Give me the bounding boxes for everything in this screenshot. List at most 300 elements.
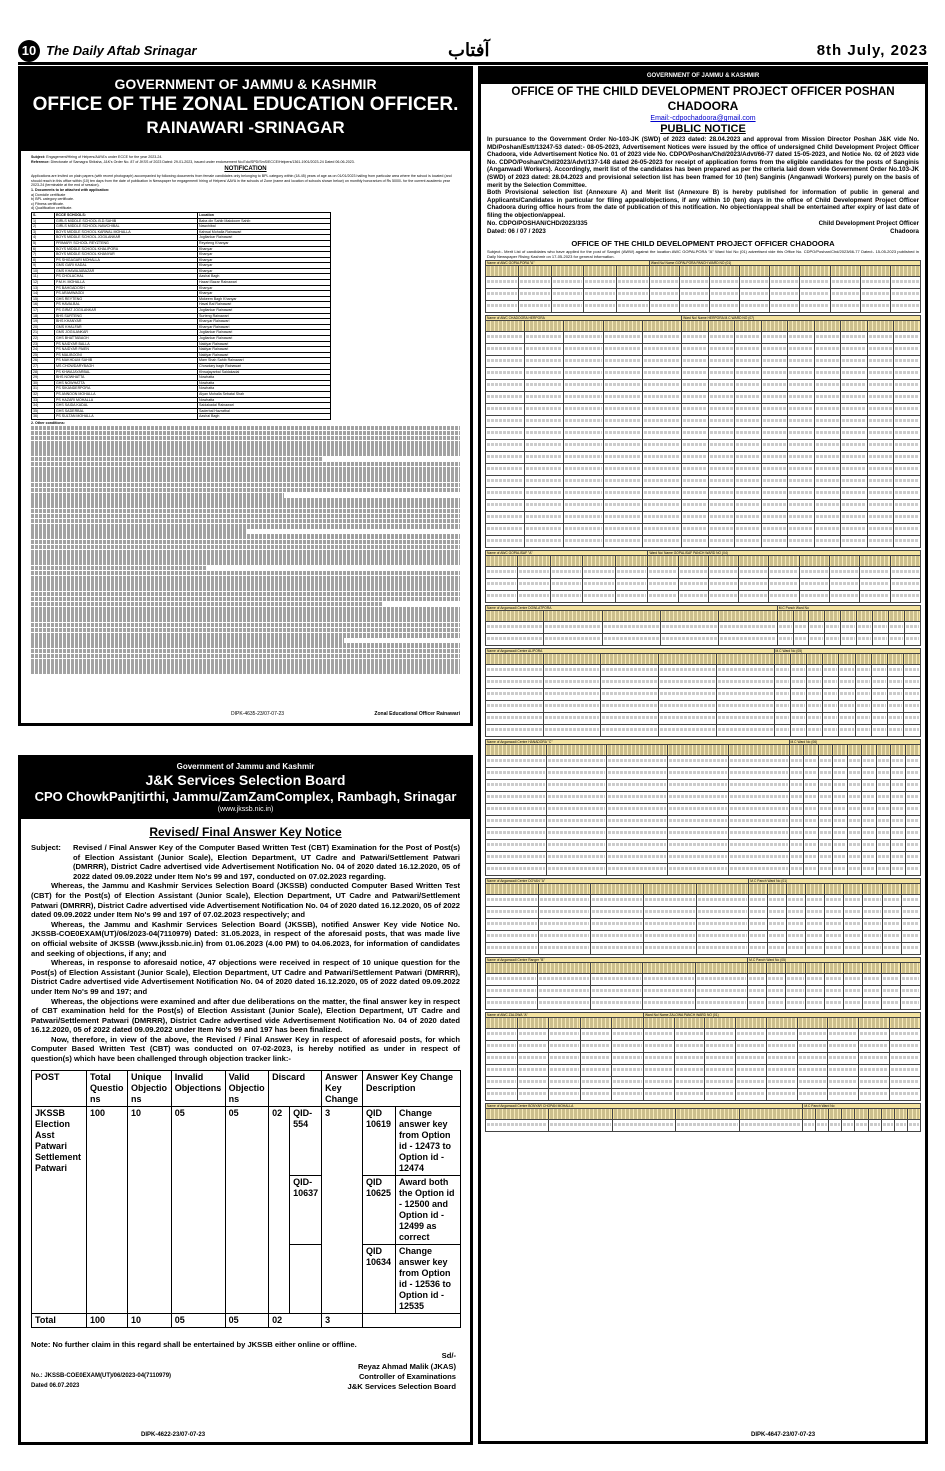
fine-print-line (31, 623, 460, 628)
merit-section-ward: M.C Panch Ward No (777, 605, 920, 610)
merit-row (486, 894, 921, 906)
merit-row (486, 791, 921, 803)
school-sno: 29) (32, 375, 55, 381)
merit-table (485, 550, 921, 603)
ak-unique: 10 (128, 1106, 172, 1313)
ak-discard-id-1: QID-554 (290, 1106, 322, 1175)
merit-row (486, 523, 921, 535)
school-sno: 18) (32, 313, 55, 319)
zeo-reference-row: Reference: Directorate of Samagra Shiksha, J&K's Order No. 87 of JKSS of 2023 Dated: 29-01-2023, issued under endorsement No.Edu/SPD/SmS/ECCE/Helpers/1361-1901/2023-24 Dated 06-06-2023. (31, 159, 355, 164)
zeo-doc-item: a) Domicile certificate (31, 192, 66, 197)
merit-row (486, 463, 921, 475)
merit-table (485, 315, 921, 548)
school-sno: 32) (32, 391, 55, 397)
merit-row (486, 1064, 921, 1076)
merit-row (486, 487, 921, 499)
school-location: Alyan Mohalla Sebatal Shah (198, 391, 331, 397)
zeo-office: OFFICE OF THE ZONAL EDUCATION OFFICER. (32, 94, 459, 115)
fine-print-line (31, 654, 460, 659)
zeo-intro: Applications are invited on plain papers (with recent photograph) accompanied by following documents from female candidates only belonging to BPL category within (18-45) years of age as on 01/01/2023 hailing from particular area where the school is located (and should reach in this office within (10) ten days from the date of publication in Newspaper for engagement/ hiring of Helpers/ AAYA in the schools of Zone (name and location of schools shown below) on monthly honorarium of Rs 5000/- for the current academic year 2023-24 (terminable at the end of session). (31, 174, 452, 188)
zeo-header (21, 69, 470, 151)
fine-print-line (31, 534, 460, 539)
merit-section (485, 260, 921, 313)
fine-print-line (31, 669, 460, 674)
merit-row (486, 1052, 921, 1064)
school-name: GHS BHATTABAGH (55, 336, 198, 342)
school-name: GHS SAIDA KADAL (55, 403, 198, 409)
school-name: PS SULTAN MOHALLA (55, 414, 198, 420)
fine-print-line (31, 426, 460, 431)
school-sno: 12) (32, 280, 55, 286)
merit-row (486, 427, 921, 439)
merit-header-row (486, 653, 921, 664)
jkssb-ref-date: Dated 06.07.2023 (31, 1383, 80, 1390)
zeo-schools-body (32, 218, 331, 419)
school-location: Chowdary bagh Rainawari (198, 363, 331, 369)
merit-row (486, 767, 921, 779)
jkssb-address: CPO ChowkPanjtirthi, Jammu/ZamZamComplex, Rambagh, Srinagar (34, 789, 457, 804)
merit-table (485, 260, 921, 313)
zeo-conditions-text (31, 426, 460, 674)
school-name: PRIMARY SCHOOL REYZTENG (55, 240, 198, 246)
ak-desc-1: Change answer key from Option id - 12473 to Option id - 12474 (396, 1106, 461, 1175)
merit-section-ward: Ward No/ Name GOPALPORA PANCH WARD NO (01) (649, 260, 920, 265)
merit-section-ward: Ward No/ Name HERPORA M.C WARD NO (07) (682, 315, 921, 320)
issue-date: 8th July, 2023 (816, 42, 928, 59)
merit-row (486, 633, 921, 645)
merit-row (486, 755, 921, 767)
merit-section-name: Name of Anganwadi Centre DOYAN "A" (486, 878, 749, 883)
school-sno: 16) (32, 302, 55, 308)
merit-row (486, 724, 921, 736)
cdpo-ref-block: No. CDPO/POSHAN/CHD/2023/335 Dated: 06 / 07 / 2023 Child Development Project Officer Chadoora (487, 219, 919, 235)
fine-print-line (31, 664, 460, 669)
zeo-dipk: DIPK-4635-23/07-07-23 (231, 711, 285, 717)
school-location: Khanyar (198, 263, 331, 269)
merit-section (485, 1012, 921, 1101)
ak-col-header: Total Questio ns (87, 1070, 128, 1106)
jkssb-title: Revised/ Final Answer Key Notice (149, 825, 342, 839)
col-location: Location (198, 212, 331, 218)
merit-table (485, 648, 921, 737)
ak-post: JKSSB Election Asst Patwari Settlement Patwari (32, 1106, 87, 1313)
school-sno: 27) (32, 363, 55, 369)
fine-print-line (31, 493, 284, 498)
school-location: Nowhatta (198, 386, 331, 392)
school-location: Saidakadal Rainawari (198, 403, 331, 409)
jkssb-para5: Now, therefore, in view of the above, the Revised / Final Answer Key in respect of aforesaid posts, for which Computer Based Written Test (CBT) was conducted on 07-02-2023, is hereby notified as under in respect of question(s) which have been challenged through objection tracker link:- (31, 1034, 460, 1064)
school-location: Khanyar (198, 291, 331, 297)
school-sno: 7) (32, 252, 55, 258)
jkssb-ref-no: No.: JKSSB-COE0EXAM(UT)/06/2023-04(7110979) (31, 1373, 172, 1380)
jkssb-advert (18, 755, 473, 1445)
school-sno: 19) (32, 319, 55, 325)
merit-table (485, 957, 921, 1010)
school-name: BHS KHANYAR (55, 319, 198, 325)
fine-print-line (31, 628, 460, 633)
school-name: PS SIKANDERPORA (55, 386, 198, 392)
fine-print-line (31, 436, 460, 441)
school-sno: 21) (32, 330, 55, 336)
merit-section-ward: M.C Ward No (05) (774, 648, 920, 653)
school-sno: 30) (32, 380, 55, 386)
school-name: PS HAVALBAL (55, 302, 198, 308)
jkssb-board: J&K Services Selection Board (145, 772, 346, 788)
answer-key-row (32, 1106, 461, 1175)
merit-section-name: Name of Anganwadi Centre ALIPORA (486, 648, 775, 653)
merit-row (486, 1088, 921, 1100)
page-number: 10 (18, 40, 40, 62)
cdpo-header (481, 69, 925, 84)
school-sno: 26) (32, 358, 55, 364)
fine-print-line (31, 638, 344, 643)
zeo-advert (18, 66, 473, 726)
school-location: Khanyar (198, 285, 331, 291)
merit-row (486, 973, 921, 985)
fine-print-line (31, 592, 460, 597)
merit-row (486, 985, 921, 997)
fine-print-line (31, 509, 460, 514)
merit-row (486, 379, 921, 391)
school-name: GMS KHAWAJABAZAR (55, 268, 198, 274)
fine-print-line (31, 514, 460, 519)
jkssb-website: (www.jkssb.nic.in) (217, 806, 274, 813)
merit-section-name: Name of AWC GOPALPORA "A" (486, 260, 650, 265)
school-name: PS MALIBOONI (55, 352, 198, 358)
merit-header-row (486, 265, 921, 276)
school-name: PS MAKHDUM SAHIB (55, 358, 198, 364)
merit-row (486, 276, 921, 288)
fine-print-line (31, 457, 323, 462)
jkssb-para3: Whereas, in response to aforesaid notice, 47 objections were received in respect of 10 unique question for the Post(s) of Election Assistant (Junior Scale), Election Department, UT Cadre and Patwari/Settlement Patwari (DMRRR), District Cadre advertised vide Advertisement Notification No. 04 of 2020 dated 16.12.2020, 05 of 2022 dated 09.09.2022 under Item No's 99 and 197; and (31, 958, 460, 996)
merit-section-ward: Ward No/ Name ZALOWA PANCH WARD NO (01) (643, 1012, 920, 1017)
merit-table (485, 1012, 921, 1101)
school-sno: 24) (32, 347, 55, 353)
fine-print-line (31, 477, 460, 482)
school-name: PS ANNOON MOHALLA (55, 391, 198, 397)
school-sno: 1) (32, 218, 55, 224)
ak-invalid: 05 (171, 1106, 225, 1313)
ak-col-header: POST (32, 1070, 87, 1106)
ak-valid: 05 (225, 1106, 269, 1313)
newspaper-name: The Daily Aftab Srinagar (46, 43, 197, 58)
merit-section-name: Name of Anganwadi Centre DOWLATPORA (486, 605, 778, 610)
merit-row (486, 499, 921, 511)
merit-list (481, 259, 925, 1132)
merit-row (486, 930, 921, 942)
school-name: GMS GARI KADAL (55, 263, 198, 269)
merit-row (486, 851, 921, 863)
cdpo-gov: GOVERNMENT OF JAMMU & KASHMIR (646, 73, 760, 79)
school-location: Naidyar Rainawari (198, 347, 331, 353)
cdpo-dipk: DIPK-4647-23/07-07-23 (751, 1432, 816, 1438)
school-location: Nowhatta (198, 397, 331, 403)
merit-table (485, 605, 921, 646)
school-name: BHS NOWHATTA (55, 375, 198, 381)
fine-print-line (31, 576, 460, 581)
school-name: BHS SURTENG (55, 313, 198, 319)
school-location: Jogilankar Rainawari (198, 308, 331, 314)
fine-print-line (31, 555, 460, 560)
merit-section-ward: M.C Ward No (06) (789, 739, 921, 744)
fine-print-line (31, 451, 460, 456)
fine-print-line (31, 612, 460, 617)
school-sno: 35) (32, 408, 55, 414)
merit-row (486, 391, 921, 403)
fine-print-line (31, 571, 460, 576)
merit-header-row (486, 320, 921, 331)
school-sno: 11) (32, 274, 55, 280)
merit-row (486, 1028, 921, 1040)
ak-col-header: Unique Objectio ns (128, 1070, 172, 1106)
fine-print-line (31, 446, 460, 451)
cdpo-place: CHADOORA (667, 99, 739, 113)
cdpo-advert (478, 66, 928, 1444)
zeo-gov: GOVERNMENT OF JAMMU & KASHMIR (114, 76, 377, 92)
merit-row (486, 1119, 921, 1131)
school-sno: 28) (32, 369, 55, 375)
merit-row (486, 621, 921, 633)
ak-total-label: Total (32, 1313, 87, 1327)
merit-row (486, 343, 921, 355)
school-row (32, 414, 331, 420)
merit-row (486, 1040, 921, 1052)
cdpo-annex-subject: Subject:- Merit List of candidates who have applied for the post of Sangini (AWW) against the location AWC GOPALPORA "A" Ward No/ No (01) advertised vide this Office No. CDPO/Poshan/Chd/2023/66-77 Dated:- 15-05-2023 published in Daily Newspaper Rising Kashmir on 17-05-2023 for general information. (487, 248, 919, 259)
fine-print-line (31, 488, 460, 493)
school-name: PS CHOLACHAL (55, 274, 198, 280)
school-sno: 34) (32, 403, 55, 409)
merit-header-row (486, 1017, 921, 1028)
jkssb-para2: Whereas, the Jammu and Kashmir Services Selection Board (JKSSB), notified Answer Key vide Notice No. JKSSB-COE0EXAM(UT)/06/2023-04(7110979) Dated: 31.05.2023, in respect of the aforesaid posts, that was made live on official website of JKSSB (www.jkssb.nic.in) from 01.06.2023 (4.00 PM) to 04.06.2023, for information of candidates and seeking of objections, if any; and (31, 919, 460, 958)
ak-col-header: Discard (269, 1070, 322, 1106)
merit-row (486, 300, 921, 312)
ak-discard-id-2: QID-10637 (290, 1175, 322, 1244)
merit-section-ward: M.C Panch Ward No (05) (748, 957, 921, 962)
merit-row (486, 863, 921, 875)
merit-table (485, 1103, 921, 1132)
school-location: Baba din Sahib Makdoom Sahib (198, 218, 331, 224)
school-location: Reyzteng Khanyar (198, 240, 331, 246)
fine-print-line (31, 441, 460, 446)
merit-section (485, 878, 921, 955)
cdpo-body2: Both Provisional selection list (Annexure A) and Merit list (Annexure B) is hereby published for information of public in general and Applicants/Candidates in particular for filing appeal/objections, if any within 10 (ten) days in the office of Child Development Project Officer Chadoora during office hours from the date of publication of this notification. No objection/appeal shall be entertained after expiry of last date of filing the objection/appeal. (487, 189, 919, 219)
merit-row (486, 906, 921, 918)
school-sno: 15) (32, 296, 55, 302)
merit-row (486, 451, 921, 463)
school-location: Nawchibal (198, 224, 331, 230)
school-name: GIRLS MIDDLE SCHOOL NAWCHIBAL (55, 224, 198, 230)
fine-print-line (31, 560, 460, 565)
merit-row (486, 355, 921, 367)
merit-section-name: Name of Anganwadi Centre Ranger "B" (486, 957, 748, 962)
zeo-place: RAINAWARI -SRINAGAR (146, 118, 345, 137)
school-sno: 4) (32, 235, 55, 241)
school-sno: 2) (32, 224, 55, 230)
fine-print-line (31, 550, 460, 555)
ak-col-header: Invalid Objections (171, 1070, 225, 1106)
merit-section-name: Name of AWC GOPALISAF "A" (486, 550, 648, 555)
school-sno: 6) (32, 246, 55, 252)
school-sno: 20) (32, 324, 55, 330)
school-location: Aashai Bagh (198, 274, 331, 280)
zeo-other-conditions: 2. Other conditions: (31, 420, 65, 425)
merit-row (486, 475, 921, 487)
merit-table (485, 739, 921, 876)
zeo-notification-title: NOTIFICATION (224, 166, 267, 173)
merit-section-ward: M.C Panch Ward No (01) (749, 878, 921, 883)
jkssb-note: Note: No further claim in this regard shall be entertained by JKSSB either online or offline. (31, 1339, 357, 1349)
jkssb-dipk: DIPK-4622-23/07-07-23 (141, 1432, 206, 1438)
merit-row (486, 997, 921, 1009)
school-location: Khwajayarbal Saidakadal (198, 369, 331, 375)
school-location: Khanyar (198, 257, 331, 263)
merit-row (486, 511, 921, 523)
school-sno: 8) (32, 257, 55, 263)
fine-print-line (31, 566, 207, 571)
cdpo-office: OFFICE OF THE CHILD DEVELOPMENT PROJECT OFFICER POSHAN (511, 85, 895, 98)
school-name: GHS SADERBAL (55, 408, 198, 414)
zeo-signature: Zonal Educational Officer Rainawari (374, 711, 460, 717)
merit-row (486, 566, 921, 578)
fine-print-line (31, 467, 460, 472)
zeo-docs (31, 188, 460, 211)
school-name: PS GIRAT JOGILANKAR (55, 308, 198, 314)
school-name: PS NAIDYAR PAIEN (55, 347, 198, 353)
school-location: Khanyar Rainawari (198, 319, 331, 325)
fine-print-line (31, 483, 460, 488)
fine-print-line (31, 659, 460, 664)
ak-col-header: Answer Key Change Description (363, 1070, 461, 1106)
school-name: GHS NOWHATTA (55, 380, 198, 386)
fine-print-line (31, 649, 460, 654)
school-sno: 36) (32, 414, 55, 420)
school-sno: 33) (32, 397, 55, 403)
merit-section-ward: M.C Panch Ward No (803, 1103, 921, 1108)
answer-key-total-row: Total 100 10 05 05 02 3 (32, 1313, 461, 1327)
school-sno: 9) (32, 263, 55, 269)
zeo-subject: Engagement/Hiring of Helpers/AAYA's under ECCE for the year 2023-24. (46, 155, 163, 159)
school-name: GMS JOGILANKAR (55, 330, 198, 336)
school-location: Jogilankar Rainawari (198, 330, 331, 336)
merit-row (486, 827, 921, 839)
school-name: PS HAZARI MOHALLA (55, 397, 198, 403)
fine-print-line (31, 545, 460, 550)
merit-row (486, 664, 921, 676)
cdpo-notice-title: PUBLIC NOTICE (660, 123, 746, 135)
fine-print-line (31, 586, 460, 591)
school-name: PS NAIDYAR BALLA (55, 341, 198, 347)
cdpo-annex-title: OFFICE OF THE CHILD DEVELOPMENT PROJECT OFFICER CHADOORA (571, 238, 835, 248)
merit-row (486, 367, 921, 379)
school-name: PS BAHGADOSH (55, 285, 198, 291)
school-location: Hazari Bazar Rainawari (198, 280, 331, 286)
jkssb-subject-row: Subject: Revised / Final Answer Key of the Computer Based Written Test (CBT) Examination for the Post of Post(s) of Election Assistant (Junior Scale), Election Department, UT Cadre and Patwari/Settlement Patwari (DMRRR), District Cadre advertised vide Advertisement Notification No. 04 of 2020 dated 16.12.2020, 05 of 2022 dated 09.09.2022 under Item No's 99 and 197, conducted on 07.02.2023 regarding. (31, 843, 460, 881)
school-sno: 31) (32, 386, 55, 392)
merit-section-name: Name of AWC ZALOWA "A" (486, 1012, 644, 1017)
merit-row (486, 839, 921, 851)
school-sno: 23) (32, 341, 55, 347)
fine-print-line (31, 633, 460, 638)
school-name: MS CHOWDARYBAGH (55, 363, 198, 369)
ak-discard-count: 02 (269, 1106, 290, 1313)
school-sno: 25) (32, 352, 55, 358)
col-school: ECCE SCHOOLS: (55, 212, 198, 218)
school-location: Jogilankar Rainawari (198, 336, 331, 342)
merit-row (486, 1076, 921, 1088)
ak-qid-3: QID 10634 (363, 1244, 396, 1313)
school-location: Khanyar (198, 252, 331, 258)
merit-header-row (486, 1108, 921, 1119)
zeo-doc-item: c) Fitness certificate. (31, 201, 64, 206)
merit-row (486, 779, 921, 791)
school-location: Kahwal Mohalla Rainawari (198, 229, 331, 235)
merit-row (486, 676, 921, 688)
cdpo-body: In pursuance to the Government Order No-103-JK (SWD) of 2023 dated: 28.04.2023 and approval from Mission Director Poshan J&K vide No. MD/Poshan/Estt/13247-53 dated:- 08-05-2023, Advertisement Notices were issued by the office of undersigned Child Development Project Officer Chadoora, vide Advertisement Notice No. 01 of 2023 vide No. CDPO/Poshan/Chd/2023/Advt/66-77 dated 15-05-2023, and Notice No. 02 of 2023 vide No. CDPO/Poshan/Chd/2023/Advt/137-148 dated 26-05-2023 for receipt of application forms from the eligible candidates for the posts of Sanginis (Anganwadi Workers). Accordingly, merit list of the candidates has been prepared as per the criteria laid down vide Government Order No.103-JK (SWD) of 2023 dated: 28.04.2023 and provisional selection list has been framed for 10 (ten) Sanginis (Anganwadi Workers) purely on the basis of merit by the Selection Committee. (487, 136, 919, 189)
fine-print-line (31, 597, 460, 602)
jkssb-header (21, 758, 470, 819)
school-sno: 3) (32, 229, 55, 235)
ak-qid-2: QID 10625 (363, 1175, 396, 1244)
cdpo-email: Email:-cdpochadoora@gmail.com (650, 115, 756, 122)
merit-section-name: Name of Anganwadi Centre BONYAR CHOPAN MOHALLA (486, 1103, 803, 1108)
school-location: Mam Shah Sahib Rainawari (198, 358, 331, 364)
fine-print-line (31, 462, 460, 467)
merit-header-row (486, 744, 921, 755)
merit-section-name: Name of Anganwadi Centre HANADORA "C" (486, 739, 790, 744)
school-name: PS KHWAJAYARBAL (55, 369, 198, 375)
merit-header-row (486, 962, 921, 973)
merit-header-row (486, 883, 921, 894)
zeo-doc-item: b) BPL category certificate. (31, 197, 75, 202)
school-location: Naidyar Rainawari (198, 341, 331, 347)
ak-total: 100 (87, 1106, 128, 1313)
merit-row (486, 688, 921, 700)
answer-key-table (31, 1070, 461, 1328)
fine-print-line (31, 617, 460, 622)
school-location: Naidyar Rainawari (198, 352, 331, 358)
school-name: PS ARAMWAGDI (55, 291, 198, 297)
zeo-doc-item: 1. Documents to be attached with application: (31, 187, 110, 192)
zeo-reference: Directorate of Samagra Shiksha, J&K's Order No. 87 of JKSS of 2023 Dated: 29-01-2023, issued under endorsement No.Edu/SPD/SmS/ECCE/Helpers/1361-1901/2023-24 Dated 06-06-2023. (50, 159, 355, 164)
school-name: BOYS MIDDLE SCHOOL KARWAL MOHALLA (55, 229, 198, 235)
fine-print-line (31, 581, 460, 586)
merit-row (486, 590, 921, 602)
fine-print-line (31, 540, 460, 545)
merit-table (485, 878, 921, 955)
fine-print-line (31, 519, 460, 524)
jkssb-gov: Government of Jammu and Kashmir (176, 762, 315, 771)
school-name: GMS KHALFAR (55, 324, 198, 330)
school-location: Khanyar (198, 246, 331, 252)
newspaper-logo: آفتاب (448, 40, 490, 61)
school-sno: 22) (32, 336, 55, 342)
school-sno: 14) (32, 291, 55, 297)
zeo-subject-row: Subject: Engagement/Hiring of Helpers/AAYA's under ECCE for the year 2023-24. (31, 155, 163, 159)
school-sno: 17) (32, 308, 55, 314)
jkssb-para1: Whereas, the Jammu and Kashmir Services Selection Board (JKSSB) conducted Computer Based Written Test (CBT) for the Post(s) of Election Assistant (Junior Scale), Election Department, UT Cadre and Patwari/Settlement Patwari (DMRRR), District Cadre advertised vide Advertisement Notification No. 04 of 2020 dated 16.12.2020, 05 of 2022 dated 09.09.2022 under Item No's 99 and 197 of 07.02.2023 respectively; and (31, 881, 460, 920)
merit-row (486, 815, 921, 827)
school-name: GHS REYTENG (55, 296, 198, 302)
school-location: Khanyar (198, 268, 331, 274)
merit-section (485, 315, 921, 548)
merit-row (486, 331, 921, 343)
school-location: Mokeem Bagh Khanyar (198, 296, 331, 302)
answer-key-header (32, 1070, 461, 1106)
ak-desc-2: Award both the Option id - 12500 and Option id - 12499 as correct (396, 1175, 461, 1244)
merit-row (486, 700, 921, 712)
merit-row (486, 712, 921, 724)
school-name: PS SHIGAGARI MOHALLA (55, 257, 198, 263)
